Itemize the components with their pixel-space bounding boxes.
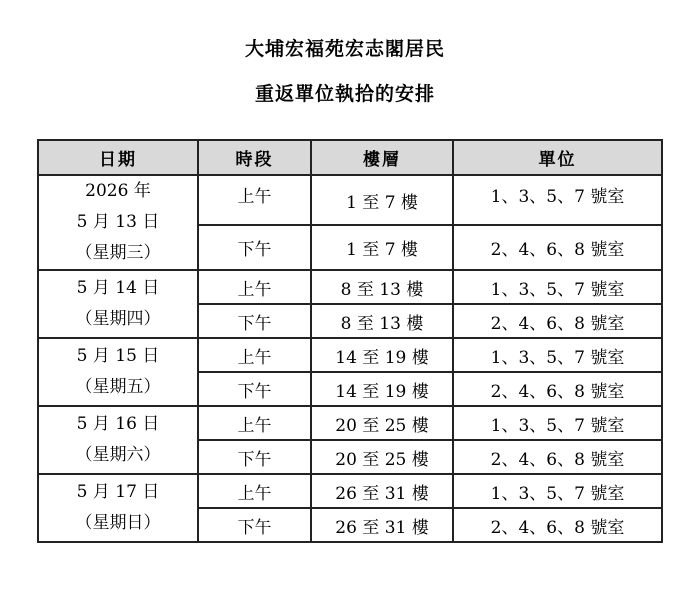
table-row bbox=[38, 270, 662, 304]
floors-cell: 14 至 19 樓 bbox=[311, 372, 453, 406]
units-cell: 1、3、5、7 號室 bbox=[453, 406, 662, 440]
floors-cell: 1 至 7 樓 bbox=[311, 175, 453, 225]
date-day: 5 月 17 日 bbox=[76, 482, 160, 502]
period-cell: 上午 bbox=[198, 175, 311, 225]
date-year: 2026 年 bbox=[85, 181, 151, 201]
date-cell bbox=[38, 338, 198, 406]
floors-cell: 26 至 31 樓 bbox=[311, 508, 453, 542]
date-cell bbox=[38, 406, 198, 474]
date-weekday: （星期日） bbox=[75, 513, 161, 533]
date-cell bbox=[38, 270, 198, 338]
units-cell: 2、4、6、8 號室 bbox=[453, 304, 662, 338]
table-row bbox=[38, 474, 662, 508]
header-period: 時段 bbox=[198, 140, 311, 175]
date-weekday: （星期三） bbox=[75, 243, 161, 263]
floors-cell: 20 至 25 樓 bbox=[311, 406, 453, 440]
units-cell: 1、3、5、7 號室 bbox=[453, 474, 662, 508]
header-units: 單位 bbox=[453, 140, 662, 175]
document-subtitle: 重返單位執拾的安排 bbox=[254, 83, 435, 105]
period-cell: 下午 bbox=[198, 440, 311, 474]
units-cell: 2、4、6、8 號室 bbox=[453, 372, 662, 406]
units-cell: 2、4、6、8 號室 bbox=[453, 440, 662, 474]
period-cell: 下午 bbox=[198, 508, 311, 542]
header-floors: 樓層 bbox=[311, 140, 453, 175]
period-cell: 上午 bbox=[198, 474, 311, 508]
units-cell: 2、4、6、8 號室 bbox=[453, 225, 662, 270]
floors-cell: 8 至 13 樓 bbox=[311, 304, 453, 338]
period-cell: 上午 bbox=[198, 406, 311, 440]
date-cell bbox=[38, 474, 198, 542]
date-cell bbox=[38, 175, 198, 270]
date-day: 5 月 16 日 bbox=[76, 414, 160, 434]
date-weekday: （星期五） bbox=[75, 377, 161, 397]
units-cell: 1、3、5、7 號室 bbox=[453, 338, 662, 372]
floors-cell: 1 至 7 樓 bbox=[311, 225, 453, 270]
floors-cell: 26 至 31 樓 bbox=[311, 474, 453, 508]
table-row bbox=[38, 406, 662, 440]
table-row bbox=[38, 175, 662, 225]
date-day: 5 月 15 日 bbox=[76, 346, 160, 366]
document-title: 大埔宏福苑宏志閣居民 bbox=[244, 38, 445, 60]
period-cell: 下午 bbox=[198, 225, 311, 270]
header-date: 日期 bbox=[38, 140, 198, 175]
period-cell: 下午 bbox=[198, 372, 311, 406]
date-day: 5 月 14 日 bbox=[76, 278, 160, 298]
header-row bbox=[38, 140, 662, 175]
floors-cell: 14 至 19 樓 bbox=[311, 338, 453, 372]
schedule-table bbox=[37, 139, 663, 543]
floors-cell: 8 至 13 樓 bbox=[311, 270, 453, 304]
date-day: 5 月 13 日 bbox=[76, 212, 160, 232]
units-cell: 2、4、6、8 號室 bbox=[453, 508, 662, 542]
table-row bbox=[38, 338, 662, 372]
units-cell: 1、3、5、7 號室 bbox=[453, 175, 662, 225]
date-weekday: （星期六） bbox=[75, 445, 161, 465]
period-cell: 上午 bbox=[198, 338, 311, 372]
units-cell: 1、3、5、7 號室 bbox=[453, 270, 662, 304]
date-weekday: （星期四） bbox=[75, 309, 161, 329]
period-cell: 下午 bbox=[198, 304, 311, 338]
floors-cell: 20 至 25 樓 bbox=[311, 440, 453, 474]
period-cell: 上午 bbox=[198, 270, 311, 304]
